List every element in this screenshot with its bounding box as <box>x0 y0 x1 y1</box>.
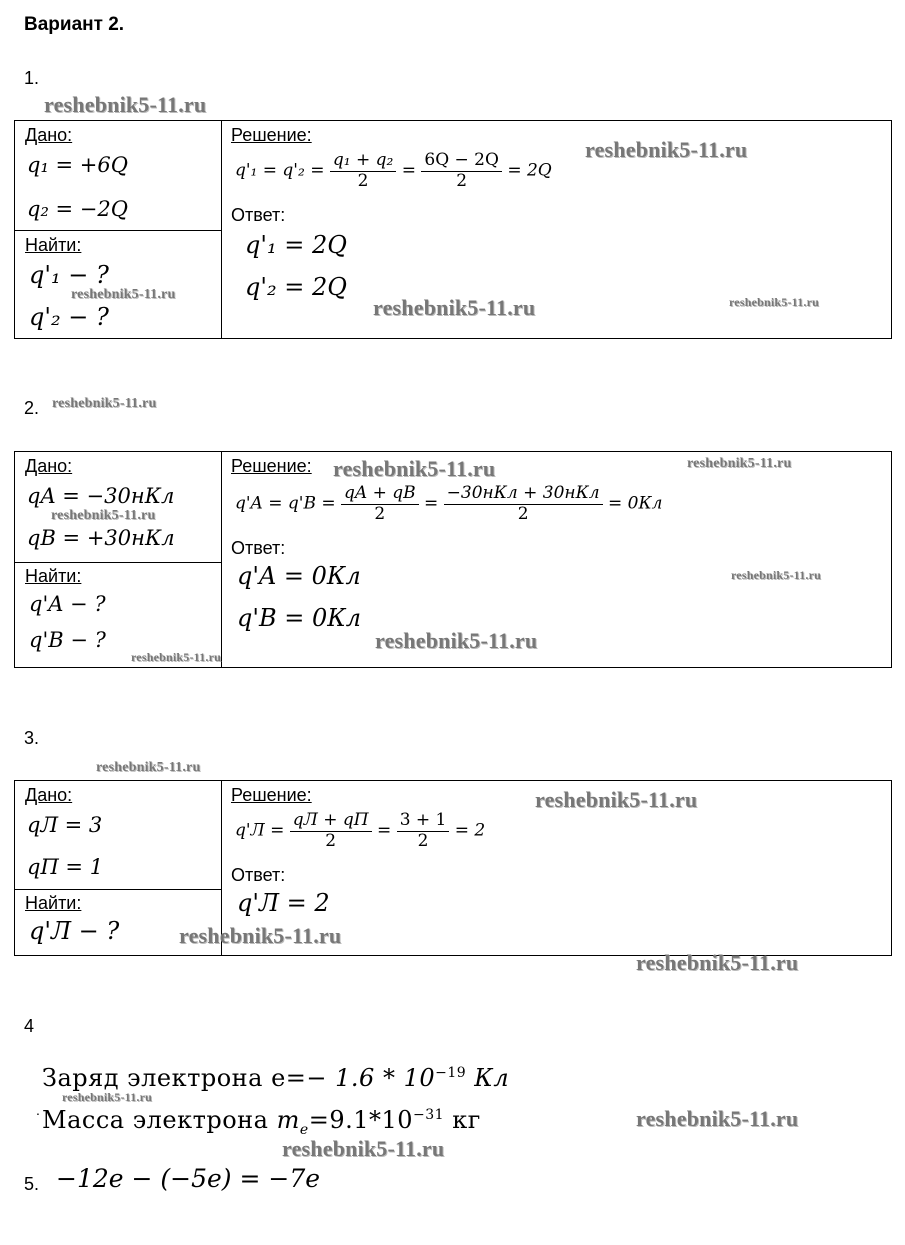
equals-sign: = <box>424 493 439 514</box>
solution-result: = 2Q <box>507 160 552 181</box>
given-label: Дано: <box>25 785 73 805</box>
equals-sign: = <box>377 820 392 841</box>
watermark: reshebnik5-11.ru <box>636 950 799 975</box>
solution-lhs: q'Л = <box>235 820 285 841</box>
fraction-denominator: 2 <box>456 170 468 191</box>
electron-charge-line <box>42 1064 509 1092</box>
mass-subscript: e <box>299 1121 309 1138</box>
watermark: reshebnik5-11.ru <box>62 1090 152 1104</box>
problem-1-table <box>14 120 892 339</box>
watermark: reshebnik5-11.ru <box>535 787 698 812</box>
watermark: reshebnik5-11.ru <box>179 923 342 948</box>
table-divider <box>221 121 222 338</box>
page-title: Вариант 2. <box>24 14 125 35</box>
answer-label: Ответ: <box>231 205 286 225</box>
fraction <box>397 811 450 851</box>
find-qa: q'A − ? <box>29 592 106 616</box>
answer-q1: q'₁ = 2Q <box>245 231 347 259</box>
fraction <box>290 811 372 851</box>
answer-q2: q'₂ = 2Q <box>245 273 347 301</box>
answer-label: Ответ: <box>231 538 286 558</box>
fraction-denominator: 2 <box>417 830 429 851</box>
find-label: Найти: <box>25 893 82 913</box>
fraction <box>341 484 419 524</box>
charge-value: − 1.6 * 10 <box>306 1064 436 1092</box>
given-ql: qЛ = 3 <box>27 813 103 837</box>
charge-unit: Кл <box>474 1064 510 1092</box>
given-q2: q₂ = −2Q <box>27 197 128 221</box>
electron-mass-line <box>42 1106 481 1138</box>
solution-lhs: q'A = q'B = <box>235 493 336 514</box>
given-q1: q₁ = +6Q <box>27 153 128 177</box>
solution-result: = 0Кл <box>607 493 663 514</box>
equals-sign: = <box>401 160 416 181</box>
mass-exponent: −31 <box>413 1107 445 1123</box>
watermark: reshebnik5-11.ru <box>687 456 792 471</box>
table-divider <box>15 562 221 563</box>
find-qb: q'B − ? <box>29 628 106 652</box>
watermark: reshebnik5-11.ru <box>71 287 176 302</box>
fraction-numerator: 3 + 1 <box>397 811 450 832</box>
given-label: Дано: <box>25 456 73 476</box>
watermark: reshebnik5-11.ru <box>636 1106 799 1131</box>
find-ql: q'Л − ? <box>29 917 120 945</box>
watermark: reshebnik5-11.ru <box>375 628 538 653</box>
solution-formula <box>235 484 662 524</box>
fraction-numerator: qЛ + qП <box>290 811 372 832</box>
fraction <box>444 484 603 524</box>
mass-value: =9.1*10 <box>308 1106 414 1134</box>
given-label: Дано: <box>25 125 73 145</box>
table-divider <box>15 230 221 231</box>
problem-3-number: 3. <box>24 728 40 748</box>
solution-label: Решение: <box>231 785 312 805</box>
problem-2-table <box>14 451 892 668</box>
mass-unit: кг <box>452 1106 481 1134</box>
watermark: reshebnik5-11.ru <box>131 650 221 664</box>
fraction-denominator: 2 <box>325 830 337 851</box>
fraction <box>421 151 502 191</box>
charge-exponent: −19 <box>435 1065 467 1081</box>
find-q2: q'₂ − ? <box>29 303 109 331</box>
given-qa: qA = −30нКл <box>27 484 175 508</box>
watermark: reshebnik5-11.ru <box>282 1136 445 1161</box>
problem-3-table <box>14 780 892 956</box>
solution-lhs: q'₁ = q'₂ = <box>235 160 325 181</box>
answer-qa: q'A = 0Кл <box>237 562 361 590</box>
answer-label: Ответ: <box>231 865 286 885</box>
answer-qb: q'B = 0Кл <box>237 604 362 632</box>
fraction-denominator: 2 <box>357 170 369 191</box>
watermark: reshebnik5-11.ru <box>373 295 536 320</box>
watermark: reshebnik5-11.ru <box>44 92 207 117</box>
watermark: reshebnik5-11.ru <box>585 137 748 162</box>
charge-text: Заряд электрона е= <box>42 1064 307 1092</box>
fraction-numerator: qA + qB <box>341 484 419 505</box>
watermark: reshebnik5-11.ru <box>51 508 156 523</box>
watermark: reshebnik5-11.ru <box>333 456 496 481</box>
given-qp: qП = 1 <box>27 855 104 879</box>
find-label: Найти: <box>25 566 82 586</box>
fraction-denominator: 2 <box>517 503 529 524</box>
problem-2-number: 2. <box>24 398 40 418</box>
given-qb: qB = +30нКл <box>27 526 175 550</box>
watermark: reshebnik5-11.ru <box>731 568 821 582</box>
find-q1: q'₁ − ? <box>29 261 109 289</box>
solution-formula <box>235 151 552 191</box>
watermark: reshebnik5-11.ru <box>96 760 201 775</box>
bullet-dot: . <box>36 1102 40 1118</box>
table-divider <box>15 889 221 890</box>
solution-label: Решение: <box>231 456 312 476</box>
problem-4-number: 4 <box>24 1016 35 1036</box>
table-divider <box>221 452 222 667</box>
solution-formula <box>235 811 485 851</box>
fraction-numerator: 6Q − 2Q <box>421 151 502 172</box>
watermark: reshebnik5-11.ru <box>52 396 157 411</box>
fraction-numerator: q₁ + q₂ <box>330 151 396 172</box>
find-label: Найти: <box>25 235 82 255</box>
problem-5-expression: −12e − (−5e) = −7e <box>56 1164 321 1193</box>
solution-result: = 2 <box>454 820 486 841</box>
solution-label: Решение: <box>231 125 312 145</box>
answer-ql: q'Л = 2 <box>237 889 330 917</box>
fraction-numerator: −30нКл + 30нКл <box>444 484 603 505</box>
problem-1-number: 1. <box>24 68 40 88</box>
problem-5-number: 5. <box>24 1174 40 1194</box>
watermark: reshebnik5-11.ru <box>729 295 819 309</box>
mass-symbol: m <box>276 1106 300 1134</box>
mass-text: Масса электрона <box>42 1106 269 1134</box>
fraction <box>330 151 396 191</box>
fraction-denominator: 2 <box>374 503 386 524</box>
